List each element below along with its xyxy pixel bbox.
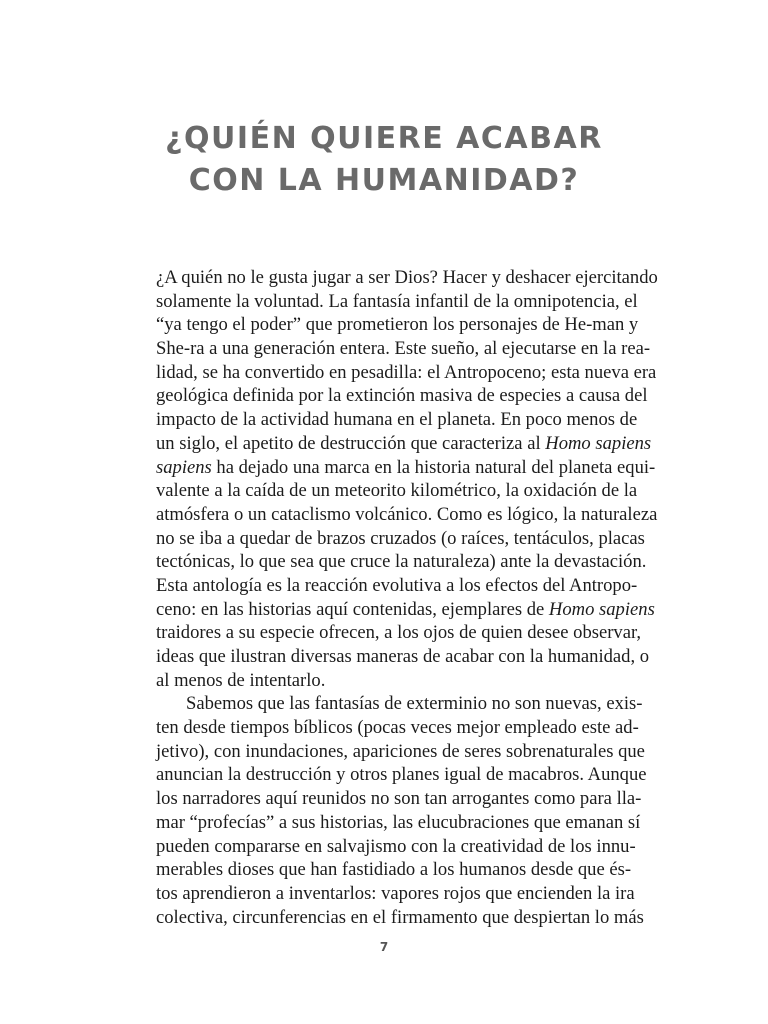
text-line [156,692,643,716]
text-line [156,811,641,835]
text-segment: merables dioses que han fastidiado a los humanos desde que és- [156,859,632,881]
text-line [156,456,656,480]
text-line [156,408,638,432]
text-line [156,598,655,622]
text-line [156,432,652,456]
italic-text: sapiens [156,456,212,478]
paragraph [156,266,658,692]
text-segment: ceno: en las historias aquí contenidas, ejemplares de [156,598,549,620]
text-segment: “ya tengo el poder” que prometieron los personajes de He-man y [156,314,639,336]
text-segment: anuncian la destrucción y otros planes igual de macabros. Aunque [156,764,647,786]
text-segment: valente a la caída de un meteorito kilométrico, la oxidación de la [156,480,638,502]
text-segment: mar “profecías” a sus historias, las elucubraciones que emanan sí [156,811,641,833]
text-segment: tos aprendieron a inventarlos: vapores rojos que encienden la ira [156,882,635,904]
body-text [156,266,658,929]
text-line [156,337,651,361]
text-segment: atmósfera o un cataclismo volcánico. Como es lógico, la naturaleza [156,503,658,525]
text-segment: pueden compararse en salvajismo con la creatividad de los innu- [156,835,636,857]
text-segment: ¿A quién no le gusta jugar a ser Dios? Hacer y deshacer ejercitando [156,267,658,288]
text-line [156,313,639,337]
text-line [156,550,647,574]
text-segment: al menos de intentarlo. [156,669,326,691]
text-segment: tectónicas, lo que sea que cruce la naturaleza) ante la devastación. [156,551,647,573]
text-segment: jetivo), con inundaciones, apariciones de seres sobrenaturales que [156,740,645,762]
text-line [156,574,638,598]
text-line [156,763,647,787]
text-segment: un siglo, el apetito de destrucción que caracteriza al [156,432,546,454]
italic-text: Homo sapiens [548,598,655,620]
text-line [156,906,644,930]
text-line [156,787,642,811]
text-segment: Esta antología es la reacción evolutiva a los efectos del Antropo- [156,574,638,596]
text-segment: no se iba a quedar de brazos cruzados (o raíces, tentáculos, placas [156,527,645,549]
text-line [156,479,638,503]
text-segment: lidad, se ha convertido en pesadilla: el Antropoceno; esta nueva era [156,361,657,383]
page-number: 7 [379,940,389,954]
chapter-title [0,118,768,202]
text-segment: Sabemos que las fantasías de exterminio no son nuevas, exis- [186,693,643,715]
text-line [156,384,648,408]
text-segment: solamente la voluntad. La fantasía infantil de la omnipotencia, el [156,290,638,312]
text-segment: ha dejado una marca en la historia natural del planeta equi- [211,456,656,478]
italic-text: Homo sapiens [545,432,652,454]
text-line [156,740,645,764]
text-segment: geológica definida por la extinción masiva de especies a causa del [156,385,648,407]
text-line [156,835,636,859]
text-line [156,361,657,385]
text-segment: colectiva, circunferencias en el firmamento que despiertan lo más [156,906,644,928]
text-segment: impacto de la actividad humana en el planeta. En poco menos de [156,409,638,431]
text-line [156,290,638,314]
text-line [156,266,658,290]
text-line [156,527,645,551]
chapter-title-line-1: ¿QUIÉN QUIERE ACABAR [165,121,603,156]
text-line [156,503,658,527]
text-line [156,645,650,669]
text-line [156,858,632,882]
text-segment: ten desde tiempos bíblicos (pocas veces mejor empleado este ad- [156,717,639,739]
paragraph [156,692,647,929]
text-segment: She-ra a una generación entera. Este sueño, al ejecutarse en la rea- [156,338,651,360]
text-segment: ideas que ilustran diversas maneras de acabar con la humanidad, o [156,646,650,667]
text-line [156,669,616,693]
text-line [156,621,642,645]
text-line [156,882,635,906]
text-line [156,716,639,740]
text-segment: los narradores aquí reunidos no son tan arrogantes como para lla- [156,788,642,810]
text-segment: traidores a su especie ofrecen, a los ojos de quien desee observar, [156,622,642,644]
chapter-title-line-2: CON LA HUMANIDAD? [188,163,580,198]
